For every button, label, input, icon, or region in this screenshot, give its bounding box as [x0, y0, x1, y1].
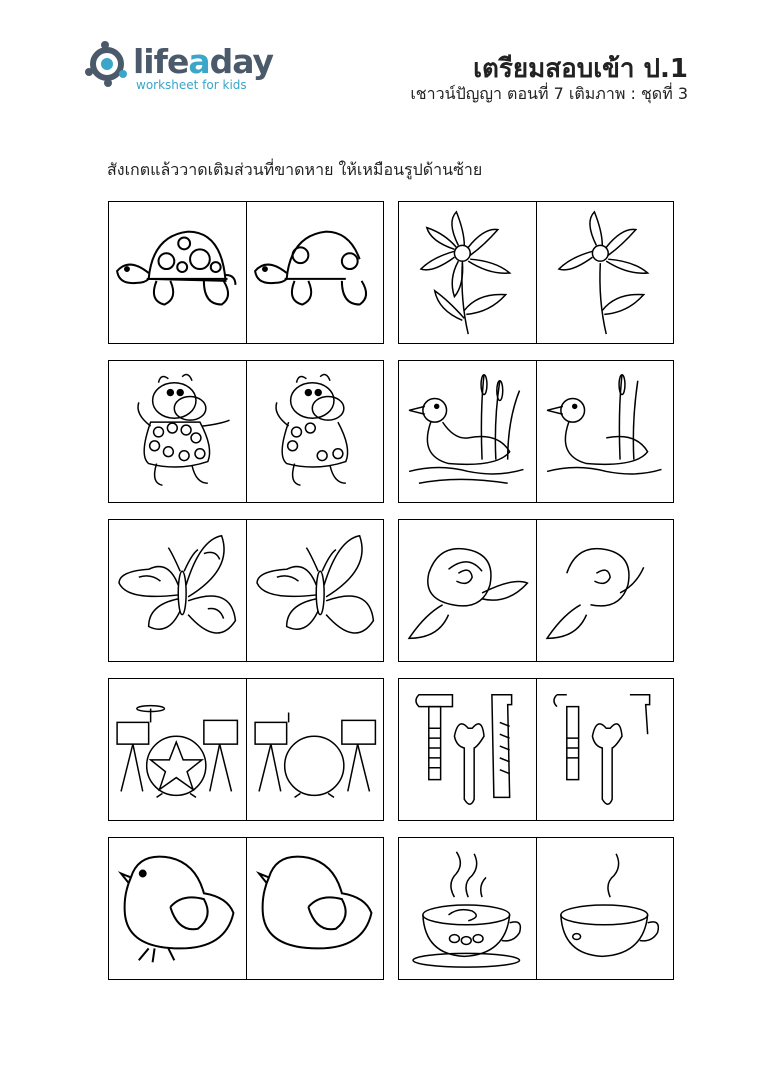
puzzle-panel-rose — [398, 519, 674, 662]
incomplete-picture — [246, 520, 384, 661]
incomplete-picture — [536, 838, 674, 979]
puzzle-panel-duck — [398, 360, 674, 503]
tools-icon — [399, 679, 536, 820]
incomplete-picture — [536, 679, 674, 820]
puzzle-panel-drums — [108, 678, 384, 821]
flower-icon — [399, 202, 536, 343]
rose-partial-icon — [537, 520, 674, 661]
incomplete-picture — [536, 361, 674, 502]
incomplete-picture — [246, 202, 384, 343]
puzzle-panel-turtle — [108, 201, 384, 344]
puzzle-panel-coffee — [398, 837, 674, 980]
duck-partial-icon — [537, 361, 674, 502]
page-subtitle: เชาวน์ปัญญา ตอนที่ 7 เติมภาพ : ชุดที่ 3 — [410, 84, 688, 103]
coffee-cup-icon — [399, 838, 536, 979]
reference-picture — [109, 838, 246, 979]
duck-icon — [399, 361, 536, 502]
reference-picture — [109, 679, 246, 820]
flower-partial-icon — [537, 202, 674, 343]
turtle-partial-icon — [247, 202, 384, 343]
incomplete-picture — [246, 679, 384, 820]
coffee-cup-partial-icon — [537, 838, 674, 979]
incomplete-picture — [536, 202, 674, 343]
reference-picture — [109, 361, 246, 502]
puzzle-panel-bird — [108, 837, 384, 980]
reference-picture — [109, 202, 246, 343]
butterfly-icon — [109, 520, 246, 661]
reference-picture — [399, 361, 536, 502]
puzzle-panel-flower — [398, 201, 674, 344]
page-title: เตรียมสอบเข้า ป.1 — [473, 54, 688, 84]
reference-picture — [399, 838, 536, 979]
puzzle-panel-tools — [398, 678, 674, 821]
bird-partial-icon — [247, 838, 384, 979]
reference-picture — [399, 202, 536, 343]
rose-icon — [399, 520, 536, 661]
puzzle-panel-butterfly — [108, 519, 384, 662]
incomplete-picture — [536, 520, 674, 661]
reference-picture — [399, 520, 536, 661]
bird-icon — [109, 838, 246, 979]
incomplete-picture — [246, 838, 384, 979]
drum-set-icon — [109, 679, 246, 820]
tools-partial-icon — [537, 679, 674, 820]
logo-tagline: worksheet for kids — [136, 78, 247, 92]
logo — [83, 40, 273, 95]
hippo-partial-icon — [247, 361, 384, 502]
drum-set-partial-icon — [247, 679, 384, 820]
logo-mark-icon — [83, 40, 133, 95]
butterfly-partial-icon — [247, 520, 384, 661]
logo-wordmark: lifeaday — [133, 42, 274, 81]
reference-picture — [109, 520, 246, 661]
puzzle-panel-hippo — [108, 360, 384, 503]
instruction-text: สังเกตแล้ววาดเติมส่วนที่ขาดหาย ให้เหมือนรูปด้านซ้าย — [107, 160, 483, 179]
hippo-icon — [109, 361, 246, 502]
reference-picture — [399, 679, 536, 820]
turtle-icon — [109, 202, 246, 343]
incomplete-picture — [246, 361, 384, 502]
